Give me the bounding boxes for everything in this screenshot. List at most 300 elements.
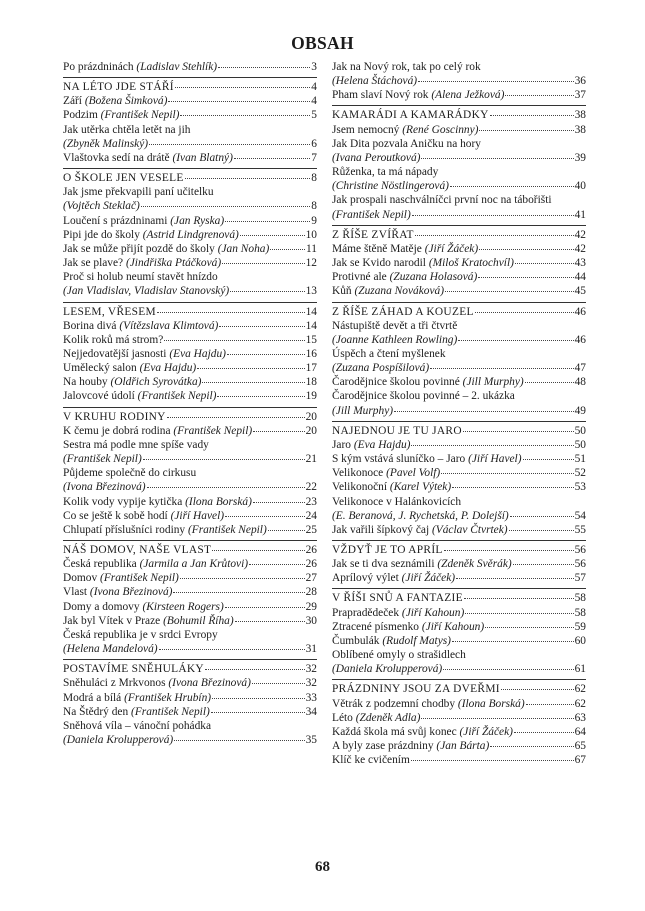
toc-entry-title: Po prázdninách bbox=[63, 61, 134, 73]
toc-entry-author: (Christine Nöstlingerová) bbox=[332, 180, 449, 193]
dot-leader bbox=[225, 516, 305, 517]
toc-entry-author: (Pavel Volf) bbox=[386, 467, 441, 480]
toc-entry bbox=[63, 614, 317, 628]
toc-entry-title: Jak byl Vítek v Praze bbox=[63, 614, 161, 627]
toc-entry bbox=[332, 242, 586, 256]
toc-entry-author: (Zuzana Pospíšilová) bbox=[332, 362, 430, 375]
toc-page-number: 64 bbox=[574, 725, 586, 738]
toc-page-number: 17 bbox=[305, 362, 317, 375]
toc-section-heading bbox=[63, 659, 317, 676]
toc-page-number: 57 bbox=[574, 572, 586, 585]
toc-entry-title: Borina divá bbox=[63, 319, 117, 332]
toc-page-number: 43 bbox=[574, 257, 586, 270]
toc-entry-author: (Daniela Krolupperová) bbox=[332, 663, 443, 676]
dot-leader bbox=[478, 277, 573, 278]
toc-page-number: 61 bbox=[574, 663, 586, 676]
toc-page-number: 42 bbox=[574, 228, 586, 241]
toc-section-heading bbox=[63, 407, 317, 424]
dot-leader bbox=[174, 740, 304, 741]
toc-entry bbox=[63, 466, 317, 494]
toc-page-number: 37 bbox=[574, 89, 586, 102]
toc-entry-title: Protivné ale bbox=[332, 271, 387, 284]
toc-entry bbox=[63, 495, 317, 509]
dot-leader bbox=[526, 704, 574, 705]
toc-entry-author: (Jiří Žáček) bbox=[424, 242, 479, 255]
toc-entry-title: Velikonoční bbox=[332, 481, 388, 494]
toc-entry-title: Prapradědeček bbox=[332, 606, 400, 619]
toc-entry bbox=[63, 628, 317, 656]
toc-page-number: 60 bbox=[574, 634, 586, 647]
dot-leader bbox=[218, 67, 310, 68]
toc-entry bbox=[63, 228, 317, 242]
toc-page-number: 36 bbox=[574, 75, 586, 88]
toc-page-number: 41 bbox=[574, 208, 586, 221]
toc-page-number: 19 bbox=[305, 390, 317, 403]
toc-entry bbox=[332, 634, 586, 648]
toc-page-number: 32 bbox=[305, 663, 317, 676]
toc-entry-author: (Ilona Borská) bbox=[457, 697, 525, 710]
dot-leader bbox=[490, 746, 573, 747]
toc-page-number: 54 bbox=[574, 509, 586, 522]
toc-entry bbox=[332, 753, 586, 767]
toc-entry bbox=[63, 151, 317, 165]
toc-entry bbox=[63, 600, 317, 614]
toc-entry-title: Vlaštovka sedí na drátě bbox=[63, 151, 170, 164]
toc-entry bbox=[332, 495, 586, 523]
toc-page-number: 18 bbox=[305, 376, 317, 389]
toc-entry bbox=[332, 697, 586, 711]
dot-leader bbox=[452, 641, 574, 642]
toc-entry-author: (Jill Murphy) bbox=[332, 404, 394, 417]
dot-leader bbox=[212, 698, 305, 699]
toc-page-number: 10 bbox=[305, 228, 317, 241]
section-title: V KRUHU RODINY bbox=[63, 410, 166, 423]
dot-leader bbox=[253, 431, 304, 432]
dot-leader bbox=[412, 215, 574, 216]
toc-entry bbox=[332, 375, 586, 389]
toc-entry-author: (Ivona Březinová) bbox=[63, 481, 146, 494]
toc-entry-author: (František Nepil) bbox=[100, 572, 179, 585]
toc-entry-author: (Jiří Kahoun) bbox=[401, 606, 465, 619]
toc-section-heading bbox=[332, 225, 586, 242]
section-title: LESEM, VŘESEM bbox=[63, 305, 156, 318]
section-title: NAJEDNOU JE TU JARO bbox=[332, 424, 462, 437]
toc-entry-title: Nástupiště devět a tři čtvrtě bbox=[332, 319, 458, 332]
dot-leader bbox=[249, 564, 305, 565]
toc-page-number: 50 bbox=[574, 424, 586, 437]
toc-entry bbox=[332, 193, 586, 221]
toc-entry-author: (René Goscinny) bbox=[402, 123, 479, 136]
toc-entry-author: (Jan Ryska) bbox=[170, 214, 225, 227]
toc-entry-author: (Rudolf Matys) bbox=[382, 634, 451, 647]
dot-leader bbox=[225, 607, 305, 608]
toc-page-number: 38 bbox=[574, 123, 586, 136]
toc-entry bbox=[63, 585, 317, 599]
toc-page-number: 14 bbox=[305, 305, 317, 318]
dot-leader bbox=[510, 516, 574, 517]
toc-entry bbox=[332, 557, 586, 571]
dot-leader bbox=[479, 249, 573, 250]
toc-page-number: 4 bbox=[311, 81, 317, 94]
toc-entry-author: (Jan Noha) bbox=[217, 242, 270, 255]
toc-entry-author: (E. Beranová, J. Rychetská, P. Dolejší) bbox=[332, 509, 509, 522]
dot-leader bbox=[444, 550, 574, 551]
toc-entry-title: Větrák z podzemní chodby bbox=[332, 697, 456, 710]
toc-entry bbox=[63, 270, 317, 298]
dot-leader bbox=[441, 473, 573, 474]
dot-leader bbox=[252, 683, 305, 684]
toc-entry-author: (Ivan Blatný) bbox=[172, 151, 233, 164]
dot-leader bbox=[230, 291, 304, 292]
dot-leader bbox=[505, 95, 573, 96]
toc-entry-author: (Bohumil Říha) bbox=[163, 614, 234, 627]
toc-entry bbox=[332, 606, 586, 620]
dot-leader bbox=[458, 340, 573, 341]
toc-entry bbox=[332, 452, 586, 466]
toc-entry-title: Na Štědrý den bbox=[63, 705, 129, 718]
toc-entry-title: Jak vařili šípkový čaj bbox=[332, 523, 430, 536]
toc-section-heading bbox=[63, 540, 317, 557]
toc-page-number: 58 bbox=[574, 606, 586, 619]
section-title: O ŠKOLE JEN VESELE bbox=[63, 172, 184, 185]
toc-entry-title: Jak utěrka chtěla letět na jih bbox=[63, 123, 191, 136]
toc-entry-title: Sněhová víla – vánoční pohádka bbox=[63, 719, 212, 732]
toc-entry-author: (Ivana Peroutková) bbox=[332, 151, 421, 164]
toc-page-number: 8 bbox=[311, 172, 317, 185]
toc-entry bbox=[63, 108, 317, 122]
toc-entry-author: (Jiří Havel) bbox=[170, 509, 225, 522]
toc-entry-title: Pham slaví Nový rok bbox=[332, 89, 429, 102]
toc-page-number: 39 bbox=[574, 151, 586, 164]
toc-entry-title: Kolik vody vypije kytička bbox=[63, 495, 183, 508]
dot-leader bbox=[141, 206, 310, 207]
toc-entry-author: (František Nepil) bbox=[137, 390, 217, 403]
toc-entry-author: (Eva Hajdu) bbox=[139, 362, 197, 375]
toc-entry-author: (František Nepil) bbox=[100, 109, 180, 122]
toc-entry bbox=[63, 424, 317, 438]
toc-page-number: 35 bbox=[305, 734, 317, 747]
toc-page-number: 13 bbox=[305, 285, 317, 298]
dot-leader bbox=[268, 530, 305, 531]
toc-entry-title: Sněhuláci z Mrkvonos bbox=[63, 677, 166, 690]
toc-entry-title: Umělecký salon bbox=[63, 362, 137, 375]
toc-entry-author: (Zdeněk Adla) bbox=[355, 711, 421, 724]
dot-leader bbox=[394, 411, 574, 412]
toc-entry bbox=[332, 725, 586, 739]
dot-leader bbox=[185, 178, 311, 179]
toc-entry bbox=[63, 438, 317, 466]
toc-entry bbox=[332, 137, 586, 165]
toc-section-heading bbox=[332, 105, 586, 122]
dot-leader bbox=[253, 502, 305, 503]
toc-page-number: 42 bbox=[574, 242, 586, 255]
dot-leader bbox=[175, 87, 310, 88]
toc-page-number: 22 bbox=[305, 481, 317, 494]
toc-entry bbox=[63, 375, 317, 389]
toc-column-left bbox=[63, 60, 317, 747]
toc-entry-title: Oblíbené omyly o strašidlech bbox=[332, 649, 466, 662]
toc-entry-author: (Daniela Krolupperová) bbox=[63, 734, 174, 747]
toc-page-number: 55 bbox=[574, 523, 586, 536]
dot-leader bbox=[240, 235, 305, 236]
toc-page-number: 44 bbox=[574, 271, 586, 284]
toc-entry-title: Vlast bbox=[63, 586, 88, 599]
section-title: KAMARÁDI A KAMARÁDKY bbox=[332, 109, 489, 122]
toc-section-heading bbox=[63, 168, 317, 185]
toc-entry-title: Na houby bbox=[63, 376, 108, 389]
toc-entry-title: Chlupatí příslušníci rodiny bbox=[63, 523, 186, 536]
toc-entry-title: Podzim bbox=[63, 109, 98, 122]
dot-leader bbox=[219, 326, 304, 327]
toc-entry-title: Jak Dita pozvala Aničku na hory bbox=[332, 137, 481, 150]
toc-entry-title: Kolik roků má strom? bbox=[63, 333, 164, 346]
toc-entry-author: (Helena Mandelová) bbox=[63, 643, 158, 656]
toc-entry-title: Pipi jde do školy bbox=[63, 228, 140, 241]
toc-entry-author: (Jindřiška Ptáčková) bbox=[125, 257, 222, 270]
dot-leader bbox=[270, 249, 305, 250]
toc-page-number: 29 bbox=[305, 600, 317, 613]
toc-entry-title: A byly zase prázdniny bbox=[332, 740, 434, 753]
dot-leader bbox=[509, 530, 574, 531]
toc-page-number: 45 bbox=[574, 285, 586, 298]
toc-entry-author: (Ladislav Stehlík) bbox=[136, 61, 218, 73]
toc-page-number: 49 bbox=[574, 404, 586, 417]
dot-leader bbox=[180, 115, 310, 116]
dot-leader bbox=[411, 760, 574, 761]
toc-entry bbox=[332, 620, 586, 634]
toc-page-number: 48 bbox=[574, 376, 586, 389]
dot-leader bbox=[513, 564, 574, 565]
toc-entry-author: (Jill Murphy) bbox=[462, 376, 524, 389]
toc-entry bbox=[63, 691, 317, 705]
dot-leader bbox=[168, 101, 310, 102]
toc-entry-title: Jak jsme překvapili paní učitelku bbox=[63, 186, 214, 199]
toc-column-right bbox=[332, 60, 586, 767]
toc-entry bbox=[63, 676, 317, 690]
toc-section-heading bbox=[63, 302, 317, 319]
toc-page-number: 47 bbox=[574, 362, 586, 375]
toc-entry bbox=[332, 648, 586, 676]
toc-entry-author: (Zuzana Holasová) bbox=[389, 271, 478, 284]
toc-entry-title: Proč si holub neumí stavět hnízdo bbox=[63, 271, 218, 284]
toc-entry-author: (Miloš Kratochvíl) bbox=[428, 257, 514, 270]
toc-entry-title: Půjdeme společně do cirkusu bbox=[63, 467, 197, 480]
toc-entry bbox=[63, 214, 317, 228]
toc-entry-author: (Astrid Lindgrenová) bbox=[142, 228, 239, 241]
dot-leader bbox=[456, 578, 574, 579]
section-title: PRÁZDNINY JSOU ZA DVEŘMI bbox=[332, 683, 500, 696]
toc-entry-title: Každá škola má svůj konec bbox=[332, 725, 457, 738]
dot-leader bbox=[211, 712, 305, 713]
toc-entry-title: Domy a domovy bbox=[63, 600, 140, 613]
toc-entry-title: Jak prospali naschválníčci první noc na tábořišti bbox=[332, 194, 552, 207]
dot-leader bbox=[202, 382, 304, 383]
toc-entry-author: (František Nepil) bbox=[332, 208, 411, 221]
toc-page-number: 9 bbox=[311, 214, 317, 227]
dot-leader bbox=[450, 186, 574, 187]
toc-section-heading bbox=[332, 540, 586, 557]
toc-page-number: 23 bbox=[305, 495, 317, 508]
toc-entry-author: (Helena Štáchová) bbox=[332, 75, 418, 88]
toc-page-number: 59 bbox=[574, 620, 586, 633]
toc-page-number: 63 bbox=[574, 711, 586, 724]
toc-entry-author: (Jan Vladislav, Vladislav Stanovský) bbox=[63, 285, 230, 298]
dot-leader bbox=[159, 649, 305, 650]
toc-entry-title: S kým vstává sluníčko – Jaro bbox=[332, 453, 466, 466]
toc-entry bbox=[63, 185, 317, 213]
toc-page-number: 67 bbox=[574, 754, 586, 767]
toc-page-number: 33 bbox=[305, 691, 317, 704]
toc-page-number: 52 bbox=[574, 467, 586, 480]
toc-entry-title: Jak se ti dva seznámili bbox=[332, 558, 435, 571]
toc-entry bbox=[332, 466, 586, 480]
toc-page-number: 6 bbox=[311, 137, 317, 150]
toc-entry-author: (Vojtěch Steklač) bbox=[63, 200, 140, 213]
section-title: Z ŘÍŠE ZÁHAD A KOUZEL bbox=[332, 305, 474, 318]
toc-page-number: 3 bbox=[311, 61, 317, 73]
toc-entry bbox=[332, 284, 586, 298]
toc-entry bbox=[63, 94, 317, 108]
dot-leader bbox=[143, 459, 305, 460]
toc-entry bbox=[63, 333, 317, 347]
toc-entry bbox=[332, 571, 586, 585]
toc-entry bbox=[332, 523, 586, 537]
toc-entry bbox=[63, 256, 317, 270]
toc-entry-title: Jak na Nový rok, tak po celý rok bbox=[332, 61, 481, 73]
toc-entry-author: (Karel Výtek) bbox=[389, 481, 452, 494]
dot-leader bbox=[525, 382, 574, 383]
toc-section-heading bbox=[332, 421, 586, 438]
toc-page-number: 62 bbox=[574, 683, 586, 696]
dot-leader bbox=[157, 312, 305, 313]
dot-leader bbox=[147, 487, 305, 488]
toc-entry-author: (Jiří Havel) bbox=[468, 453, 522, 466]
section-title: VŽDYŤ JE TO APRÍL bbox=[332, 544, 443, 556]
toc-page-number: 12 bbox=[305, 257, 317, 270]
toc-page-number: 14 bbox=[305, 319, 317, 332]
toc-entry-title: Loučení s prázdninami bbox=[63, 214, 168, 227]
dot-leader bbox=[415, 235, 574, 236]
toc-entry bbox=[63, 705, 317, 719]
toc-entry-title: Velikonoce v Halánkovicích bbox=[332, 495, 462, 508]
section-title: V ŘÍŠI SNŮ A FANTAZIE bbox=[332, 592, 463, 605]
toc-entry-author: (Božena Šimková) bbox=[84, 95, 168, 108]
toc-entry-author: (Jan Bárta) bbox=[436, 740, 490, 753]
toc-entry bbox=[332, 319, 586, 347]
toc-entry bbox=[332, 438, 586, 452]
toc-page-number: 53 bbox=[574, 481, 586, 494]
toc-page-number: 16 bbox=[305, 347, 317, 360]
toc-entry-title: Jsem nemocný bbox=[332, 123, 400, 136]
toc-entry-author: (František Hrubín) bbox=[124, 691, 212, 704]
toc-entry-author: (Jiří Žáček) bbox=[401, 572, 456, 585]
section-title: NÁŠ DOMOV, NAŠE VLAST bbox=[63, 544, 212, 556]
dot-leader bbox=[167, 417, 305, 418]
toc-entry bbox=[332, 88, 586, 102]
toc-page-number: 11 bbox=[306, 242, 317, 255]
toc-page-number: 32 bbox=[305, 677, 317, 690]
toc-page-number: 28 bbox=[305, 586, 317, 599]
dot-leader bbox=[501, 689, 574, 690]
toc-page-number: 62 bbox=[574, 697, 586, 710]
dot-leader bbox=[234, 158, 310, 159]
toc-entry-title: Česká republika je v srdci Evropy bbox=[63, 628, 218, 641]
toc-page-number: 5 bbox=[311, 109, 317, 122]
toc-entry-title: Nejjedovatější jasnosti bbox=[63, 347, 167, 360]
toc-entry bbox=[63, 389, 317, 403]
dot-leader bbox=[452, 487, 573, 488]
toc-entry-title: Velikonoce bbox=[332, 467, 384, 480]
toc-entry-author: (Alena Ježková) bbox=[431, 89, 505, 102]
toc-entry-author: (František Nepil) bbox=[173, 424, 253, 437]
toc-entry-title: Léto bbox=[332, 711, 353, 724]
toc-entry bbox=[63, 719, 317, 747]
toc-entry-title: Česká republika bbox=[63, 558, 137, 571]
toc-entry bbox=[63, 319, 317, 333]
toc-entry-author: (Zuzana Nováková) bbox=[354, 285, 445, 298]
dot-leader bbox=[164, 340, 304, 341]
toc-section-heading bbox=[332, 679, 586, 696]
dot-leader bbox=[227, 354, 305, 355]
toc-entry bbox=[332, 480, 586, 494]
toc-page-number: 26 bbox=[305, 544, 317, 556]
toc-page-number: 30 bbox=[305, 614, 317, 627]
dot-leader bbox=[479, 130, 573, 131]
dot-leader bbox=[235, 621, 305, 622]
toc-entry-author: (Jarmila a Jan Krůtovi) bbox=[139, 558, 249, 571]
dot-leader bbox=[217, 396, 304, 397]
toc-entry-title: Kůň bbox=[332, 285, 352, 298]
toc-entry bbox=[332, 256, 586, 270]
toc-page-number: 25 bbox=[305, 523, 317, 536]
toc-entry-author: (Oldřich Syrovátka) bbox=[110, 376, 202, 389]
dot-leader bbox=[475, 312, 574, 313]
toc-page-number: 38 bbox=[574, 109, 586, 122]
toc-entry-author: (František Nepil) bbox=[131, 705, 210, 718]
toc-entry-title: Máme štěně Matěje bbox=[332, 242, 422, 255]
toc-entry-author: (Jiří Žáček) bbox=[459, 725, 513, 738]
toc-entry-title: Aprílový výlet bbox=[332, 572, 399, 585]
toc-section-heading bbox=[63, 77, 317, 94]
toc-entry bbox=[63, 347, 317, 361]
toc-entry-title: Domov bbox=[63, 572, 98, 585]
toc-entry bbox=[332, 165, 586, 193]
dot-leader bbox=[463, 431, 574, 432]
toc-page-number: 56 bbox=[574, 558, 586, 571]
dot-leader bbox=[205, 669, 305, 670]
toc-page-number: 21 bbox=[305, 453, 317, 466]
toc-entry bbox=[63, 571, 317, 585]
section-title: NA LÉTO JDE STÁŘÍ bbox=[63, 81, 174, 94]
dot-leader bbox=[515, 263, 574, 264]
toc-entry-title: K čemu je dobrá rodina bbox=[63, 424, 171, 437]
toc-section-heading bbox=[332, 302, 586, 319]
toc-entry bbox=[63, 523, 317, 537]
toc-entry-title: Klíč ke cvičením bbox=[332, 754, 410, 767]
toc-entry-author: (František Nepil) bbox=[63, 453, 142, 466]
toc-entry-title: Čarodějnice školou povinné bbox=[332, 376, 460, 389]
toc-entry-author: (Ivona Březinová) bbox=[168, 677, 251, 690]
dot-leader bbox=[523, 459, 574, 460]
toc-entry-title: Jalovcové údolí bbox=[63, 390, 135, 403]
toc-page-number: 65 bbox=[574, 740, 586, 753]
toc-page-number: 20 bbox=[305, 410, 317, 423]
toc-entry-author: (Eva Hajdu) bbox=[169, 347, 226, 360]
toc-entry-title: Co se ještě k sobě hodí bbox=[63, 509, 168, 522]
toc-entry bbox=[332, 60, 586, 88]
toc-page-number: 56 bbox=[574, 544, 586, 556]
toc-entry bbox=[63, 60, 317, 74]
